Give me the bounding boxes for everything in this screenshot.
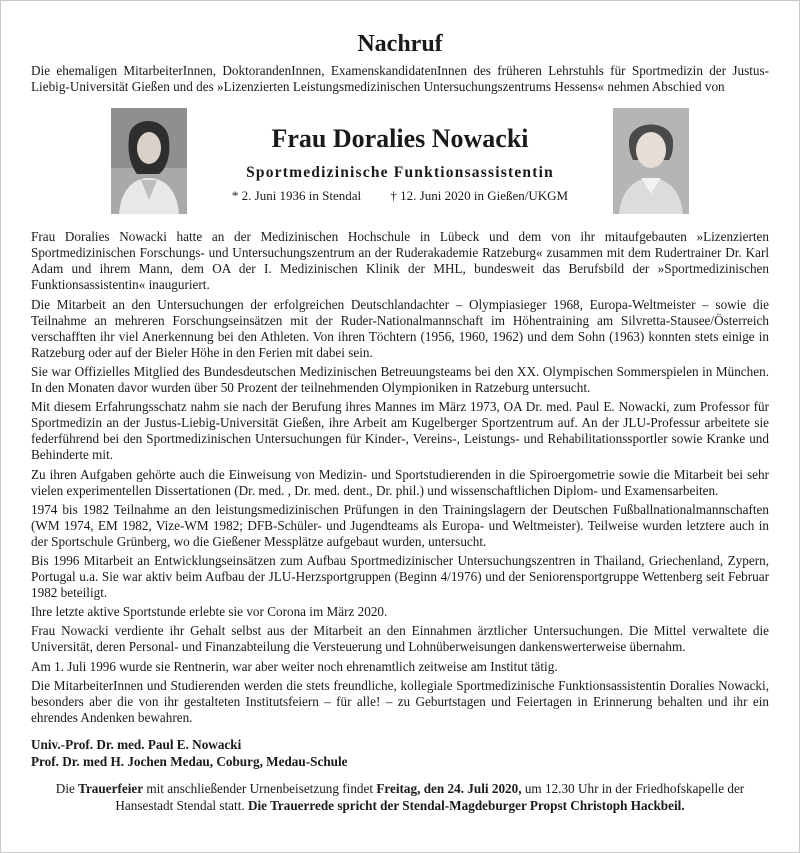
paragraph: Bis 1996 Mitarbeit an Entwicklungseinsätzen zum Aufbau Sportmedizinischer Untersuchungszentren in Thailand, Griechenland, Zypern, Portugal u.a. Sie war aktiv beim Aufbau der JLU-Herzsportgruppen (Beginn 4/1976) und der Seniorensportgruppe Wettenberg seit Februar 1982 beteiligt. xyxy=(31,552,769,601)
paragraph: Zu ihren Aufgaben gehörte auch die Einweisung von Medizin- und Sportstudierenden in die Spiroergometrie sowie die Mitarbeit bei sehr vielen experimentellen Dissertationen (Dr. med. , Dr. med. dent., Dr. phil.) und wissenschaftlichen Diplom- und Examensarbeiten. xyxy=(31,466,769,498)
person-name: Frau Doralies Nowacki xyxy=(271,124,529,154)
paragraph: Die MitarbeiterInnen und Studierenden werden die stets freundliche, kollegiale Sportmedizinische Funktionsassistentin Doralies Nowacki, besonders aber die von ihr gestalteten Institutsfeiern – für alle! – zu Geburtstagen und Feiertagen in Erinnerung behalten und ihr ein ehrendes Andenken bewahren. xyxy=(31,677,769,725)
page-title: Nachruf xyxy=(357,31,443,57)
person-header xyxy=(31,108,769,225)
signature-line: Prof. Dr. med H. Jochen Medau, Coburg, Medau-Schule xyxy=(31,753,348,769)
signature-block xyxy=(31,736,769,770)
funeral-emphasis: Trauerfeier xyxy=(78,780,144,796)
funeral-notice xyxy=(31,780,769,814)
signature-line: Univ.-Prof. Dr. med. Paul E. Nowacki xyxy=(31,736,242,752)
paragraph: Die Mitarbeit an den Untersuchungen der erfolgreichen Deutschlandachter – Olympiasieger 1968, Europa-Weltmeister – sowie die Teilnahme an mehreren Forschungseinsätzen mit der Ruder-Nationalmannschaft im Höhentraining am Silvretta-Stausee/Österreich verschafften ihr viel Anerkennung bei den Athleten. Von ihren Töchtern (1956, 1960, 1962) und dem Sohn (1963) konnten stets einige in Ratzeburg oder auf der Bieler Höhe in den Ferien mit dabei sein. xyxy=(31,296,769,360)
paragraph: Frau Nowacki verdiente ihr Gehalt selbst aus der Mitarbeit an den Einnahmen ärztlicher Untersuchungen. Die Mittel verwaltete die Universität, deren Personal- und Finanzabteilung die Versteuerung und Lohnüberweisungen dankenswerterweise übernahm. xyxy=(31,623,769,655)
funeral-text: mit anschließender Urnenbeisetzung findet xyxy=(143,780,377,796)
death-date: † 12. Juni 2020 in Gießen/UKGM xyxy=(390,188,569,204)
funeral-text: Die xyxy=(55,780,79,796)
paragraph: Am 1. Juli 1996 wurde sie Rentnerin, war aber weiter noch ehrenamtlich zeitweise am Institut tätig. xyxy=(31,658,558,674)
portrait-photo-elderly xyxy=(613,108,689,214)
funeral-speaker: Die Trauerrede spricht der Stendal-Magdeburger Propst Christoph Hackbeil. xyxy=(247,797,685,813)
birth-date: * 2. Juni 1936 in Stendal xyxy=(231,188,362,204)
paragraph: 1974 bis 1982 Teilnahme an den leistungsmedizinischen Prüfungen in den Trainingslagern der Deutschen Fußballnationalmannschaften (WM 1974, EM 1982, Vize-WM 1982; DFB-Schüler- und Jugendteams als Europa- und Weltmeister). Teilweise wurden letztere auch in der Sportschule Grünberg, wo die Gießener Messplätze aufgebaut wurden, untersucht. xyxy=(31,501,769,549)
paragraph: Frau Doralies Nowacki hatte an der Medizinischen Hochschule in Lübeck und dem von ihr mitaufgebauten »Lizenzierten Sportmedizinischen Forschungs- und Untersuchungszentrum an der Ruderakademie Ratzeburg« zusammen mit dem Rudertrainer Dr. Karl Adam und ihrem Mann, dem OA der I. Medizinischen Klinik der MHL, bundesweit das Berufsbild der »Sportmedizinischen Funktionsassistentin« inauguriert. xyxy=(31,229,769,293)
obituary-body xyxy=(31,229,769,726)
paragraph: Sie war Offizielles Mitglied des Bundesdeutschen Medizinischen Betreuungsteams bei den XX. Olympischen Sommerspielen in München. In den Monaten davor wurden über 50 Prozent der teilnehmenden Olympioniken in Ratzeburg untersucht. xyxy=(31,363,769,396)
paragraph: Mit diesem Erfahrungsschatz nahm sie nach der Berufung ihres Mannes im März 1973, OA Dr. med. Paul E. Nowacki, zum Professor für Sportmedizin an der Justus-Liebig-Universität Gießen, ihre Arbeit am Kugelberger Sportzentrum auf. An der JLU-Professur arbeitete sie federführend bei den Sportmedizinischen Untersuchungen für Kinder-, Vereins-, Leistungs- und Rehabilitationssportler sowie Kranke und Behinderte mit. xyxy=(31,399,769,463)
paragraph: Ihre letzte aktive Sportstunde erlebte sie vor Corona im März 2020. xyxy=(31,604,388,620)
funeral-text: um 12.30 Uhr in der Friedhofskapelle der Hansestadt Stendal statt. xyxy=(115,780,745,813)
person-role: Sportmedizinische Funktionsassistentin xyxy=(246,164,554,182)
intro-text: Die ehemaligen MitarbeiterInnen, DoktorandenInnen, ExamenskandidatenInnen des früheren Lehrstuhls für Sportmedizin der Justus-Liebig-Universität Gießen und des »Lizenzierten Leistungsmedizinischen Untersuchungszentrums Hessens« nehmen Abschied von xyxy=(31,63,769,95)
funeral-date: Freitag, den 24. Juli 2020, xyxy=(376,780,522,796)
